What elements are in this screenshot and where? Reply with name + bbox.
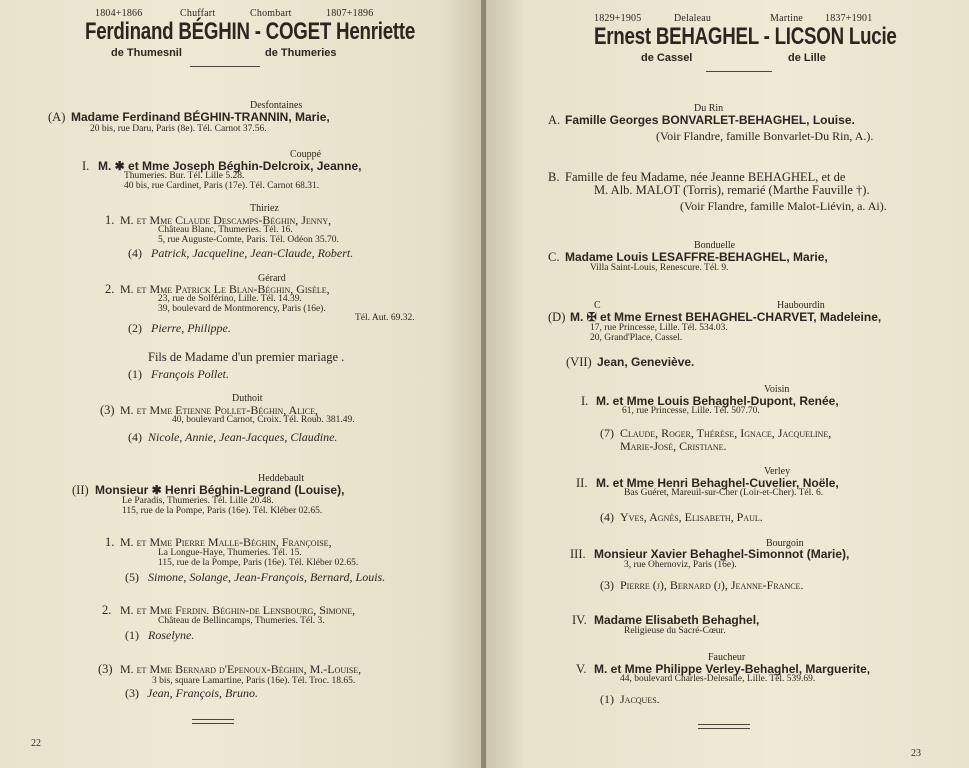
maiden-name: Duthoit	[232, 393, 263, 404]
header-maiden-left: Delaleau	[674, 13, 712, 24]
entry-mark: (3)	[100, 403, 115, 417]
entry-name: Famille Georges BONVARLET-BEHAGHEL, Louise.	[565, 113, 855, 127]
entry-address: 20 bis, rue Daru, Paris (8e). Tél. Carnot 37.56.	[90, 124, 267, 134]
children-names: François Pollet.	[151, 367, 229, 381]
entry-mark: (II)	[72, 483, 89, 497]
entry-mark: III.	[570, 547, 586, 561]
entry-name: Famille de feu Madame, née Jeanne BEHAGHEL, et de	[565, 170, 846, 184]
end-rule	[698, 724, 750, 729]
entry-address: Château de Bellincamps, Thumeries. Tél. 3.	[158, 616, 325, 626]
entry-name: M. et Mme Etienne Pollet-Béghin, Alice,	[120, 403, 318, 417]
entry-mark: 2.	[105, 282, 115, 296]
entry-name: M. et Mme Bernard d'Epenoux-Béghin, M.-Louise,	[120, 662, 362, 676]
children-count: (3)	[600, 578, 614, 592]
maiden-name: Bourgoin	[766, 538, 804, 549]
header-dates-left: 1829+1905	[594, 13, 642, 24]
children-names: Yves, Agnès, Elisabeth, Paul.	[620, 510, 763, 524]
page-number: 23	[911, 748, 921, 759]
entry-address: Thumeries. Bur. Tél. Lille 5.28.	[124, 171, 245, 181]
entry-name: M. et Mme Louis Behaghel-Dupont, Renée,	[596, 394, 839, 408]
entry-name: M. ✠ et Mme Ernest BEHAGHEL-CHARVET, Madeleine,	[570, 310, 882, 324]
children-count: (4)	[600, 510, 614, 524]
entry-mark: (3)	[98, 662, 113, 676]
entry-address: 23, rue de Solférino, Lille. Tél. 14.39.	[158, 294, 302, 304]
entry-address: 61, rue Princesse, Lille. Tél. 507.70.	[622, 406, 760, 416]
entry-mark: 1.	[105, 213, 115, 227]
entry-reference: (Voir Flandre, famille Bonvarlet-Du Rin, A.).	[656, 129, 874, 143]
entry-name: Monsieur Xavier Behaghel-Simonnot (Marie),	[594, 547, 850, 561]
maiden-name: Bonduelle	[694, 240, 736, 251]
header-rule	[706, 71, 772, 72]
entry-address: Tél. Aut. 69.32.	[355, 313, 415, 323]
maiden-name: Gérard	[258, 273, 286, 284]
header-rule	[190, 66, 260, 67]
children-names: Marie-José, Cristiane.	[620, 439, 727, 453]
entry-address: 20, Grand'Place, Cassel.	[590, 333, 683, 343]
header-dates-right: 1837+1901	[825, 13, 873, 24]
header-title: Ferdinand BÉGHIN - COGET Henriette	[85, 18, 416, 45]
maiden-name: Thiriez	[250, 203, 279, 214]
entry-address: 115, rue de la Pompe, Paris (16e). Tél. Kléber 02.65.	[158, 558, 359, 568]
entry-address: 44, boulevard Charles-Delesalle, Lille. Tél. 539.69.	[620, 674, 816, 684]
children-count: (3)	[125, 686, 139, 700]
children-count: (1)	[600, 692, 614, 706]
entry-name: Madame Elisabeth Behaghel,	[594, 613, 760, 627]
header-maiden-right: Martine	[770, 13, 804, 24]
header-place-left: de Cassel	[641, 52, 693, 64]
children-names: Nicole, Annie, Jean-Jacques, Claudine.	[148, 430, 338, 444]
children-count: (1)	[128, 367, 142, 381]
entry-mark: (VII)	[566, 355, 592, 369]
maiden-name: Verley	[764, 466, 791, 477]
entry-address: Religieuse du Sacré-Cœur.	[624, 626, 726, 636]
entry-mark: 1.	[105, 535, 115, 549]
entry-mark: C.	[548, 250, 560, 264]
children-names: Claude, Roger, Thérèse, Ignace, Jacqueline,	[620, 426, 832, 440]
header-place-left: de Thumesnil	[111, 47, 182, 59]
header-dates-right: 1807+1896	[326, 8, 374, 19]
entry-mark: A.	[548, 113, 561, 127]
entry-address: 39, boulevard de Montmorency, Paris (16e).	[158, 304, 326, 314]
entry-address: 40 bis, rue Cardinet, Paris (17e). Tél. Carnot 68.31.	[124, 181, 320, 191]
first-marriage-note: Fils de Madame d'un premier mariage .	[148, 350, 345, 364]
maiden-name: Couppé	[290, 149, 322, 160]
children-names: Jacques.	[620, 692, 660, 706]
entry-address: Le Paradis, Thumeries. Tél. Lille 20.48.	[122, 496, 274, 506]
children-names: Pierre (j), Bernard (j), Jeanne-France.	[620, 578, 804, 592]
header-dates-left: 1804+1866	[95, 8, 143, 19]
right-page	[486, 0, 969, 768]
entry-address: La Longue-Haye, Thumeries. Tél. 15.	[158, 548, 302, 558]
entry-mark: I.	[581, 394, 589, 408]
children-count: (1)	[125, 628, 139, 642]
maiden-name: Heddebault	[258, 473, 305, 484]
header-maiden-left: Chuffart	[180, 8, 216, 19]
entry-name: M. et Mme Ferdin. Béghin-de Lensbourg, Simone,	[120, 603, 356, 617]
entry-name: M. ✱ et Mme Joseph Béghin-Delcroix, Jeanne,	[98, 159, 362, 173]
entry-mark: B.	[548, 170, 560, 184]
entry-name: M. Alb. MALOT (Torris), remarié (Marthe Fauville †).	[594, 183, 870, 197]
entry-name: Madame Ferdinand BÉGHIN-TRANNIN, Marie,	[71, 110, 330, 124]
entry-name: M. et Mme Claude Descamps-Béghin, Jenny,	[120, 213, 332, 227]
entry-mark: (A)	[48, 110, 66, 124]
entry-address: 115, rue de la Pompe, Paris (16e). Tél. Kléber 02.65.	[122, 506, 323, 516]
entry-mark: V.	[576, 662, 587, 676]
children-names: Pierre, Philippe.	[151, 321, 231, 335]
children-names: Roselyne.	[148, 628, 195, 642]
entry-mark: I.	[82, 159, 90, 173]
entry-address: 5, rue Auguste-Comte, Paris. Tél. Odéon 35.70.	[158, 235, 339, 245]
children-names: Simone, Solange, Jean-François, Bernard, Louis.	[148, 570, 386, 584]
header-title: Ernest BEHAGHEL - LICSON Lucie	[594, 23, 897, 50]
maiden-name: Faucheur	[708, 652, 746, 663]
entry-name: Madame Louis LESAFFRE-BEHAGHEL, Marie,	[565, 250, 828, 264]
entry-address: 40, boulevard Carnot, Croix. Tél. Roub. 381.49.	[172, 415, 355, 425]
entry-reference: (Voir Flandre, famille Malot-Liévin, a. Ai).	[680, 199, 887, 213]
entry-name: M. et Mme Henri Behaghel-Cuvelier, Noële,	[596, 476, 839, 490]
entry-address: 3, rue Ohernoviz, Paris (16e).	[624, 560, 737, 570]
children-count: (2)	[128, 321, 142, 335]
page-number: 22	[31, 738, 41, 749]
entry-address: Villa Saint-Louis, Renescure. Tél. 9.	[590, 263, 729, 273]
children-names: Patrick, Jacqueline, Jean-Claude, Robert.	[151, 246, 354, 260]
entry-name: M. et Mme Philippe Verley-Behaghel, Marguerite,	[594, 662, 871, 676]
maiden-name: Desfontaines	[250, 100, 303, 111]
entry-mark: 2.	[102, 603, 112, 617]
header-place-right: de Lille	[788, 52, 826, 64]
header-maiden-right: Chombart	[250, 8, 292, 19]
maiden-name: Haubourdin	[777, 300, 825, 311]
children-names: Jean, François, Bruno.	[147, 686, 258, 700]
children-count: (4)	[128, 246, 142, 260]
end-rule	[192, 719, 234, 724]
children-count: (7)	[600, 426, 614, 440]
entry-address: Château Blanc, Thumeries. Tél. 16.	[158, 225, 293, 235]
maiden-name: Voisin	[764, 384, 790, 395]
entry-mark: IV.	[572, 613, 587, 627]
left-page	[0, 0, 481, 768]
entry-name: Monsieur ✱ Henri Béghin-Legrand (Louise),	[95, 483, 345, 497]
maiden-name: Du Rin	[694, 103, 724, 114]
entry-address: 3 bis, square Lamartine, Paris (16e). Tél. Troc. 18.65.	[152, 676, 356, 686]
entry-mark: (D)	[548, 310, 566, 324]
entry-address: 17, rue Princesse, Lille. Tél. 534.03.	[590, 323, 728, 333]
entry-address: Bas Guéret, Mareuil-sur-Cher (Loir-et-Cher). Tél. 6.	[624, 488, 824, 498]
entry-name: M. et Mme Pierre Malle-Béghin, Françoise,	[120, 535, 332, 549]
header-place-right: de Thumeries	[265, 47, 337, 59]
children-count: (4)	[128, 430, 142, 444]
maiden-name: C	[594, 300, 601, 311]
entry-name: M. et Mme Patrick Le Blan-Béghin, Gisèle,	[120, 282, 330, 296]
entry-name: Jean, Geneviève.	[597, 355, 695, 369]
children-count: (5)	[125, 570, 139, 584]
entry-mark: II.	[576, 476, 588, 490]
